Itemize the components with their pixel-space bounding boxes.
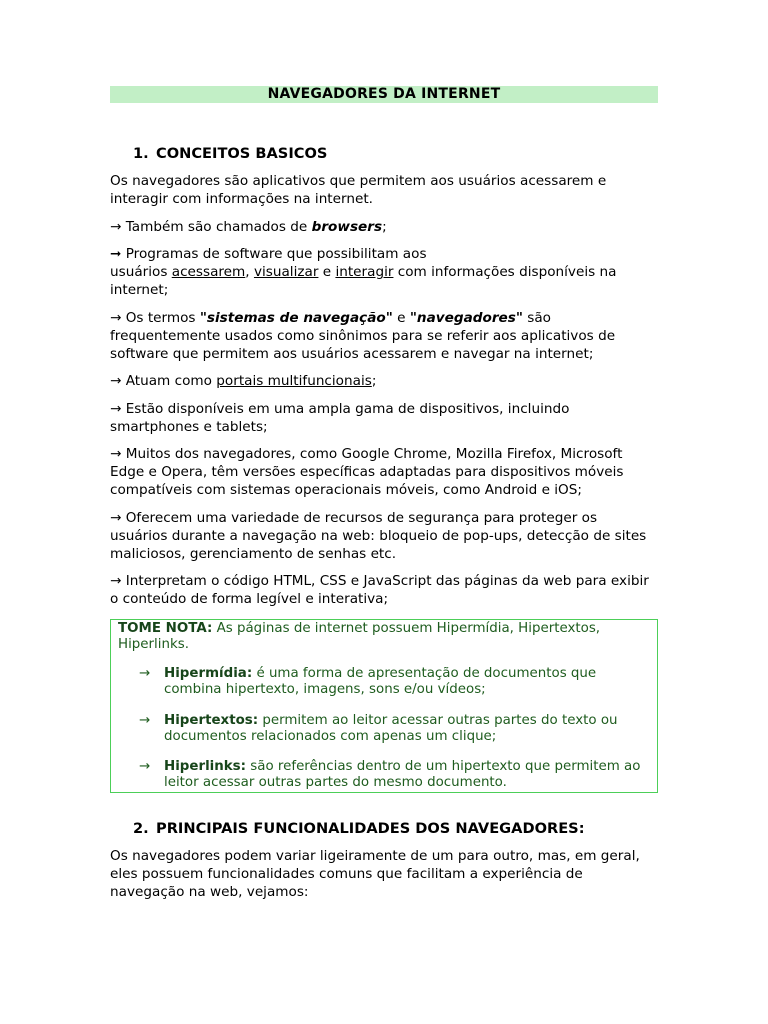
arrow-icon: → bbox=[139, 713, 151, 728]
arrow-icon: → bbox=[110, 373, 122, 389]
section-2-heading bbox=[133, 820, 585, 838]
mobile-paragraph: → Muitos dos navegadores, como Google Chrome, Mozilla Firefox, Microsoft Edge e Opera, têm versões específicas adaptadas para dispositivos móveis compatíveis com sistemas operacionais móveis, como Android e iOS; bbox=[110, 446, 624, 498]
note-desc: é uma forma de apresentação de documentos que combina hipertexto, imagens, sons e/ou vídeos; bbox=[164, 666, 597, 697]
section-number: 1. bbox=[133, 145, 149, 162]
section-1-heading bbox=[133, 145, 327, 163]
text: são frequentemente usados como sinônimos para se referir aos aplicativos de software que permitem aos usuários acessarem e navegar na internet; bbox=[110, 310, 616, 362]
software-paragraph bbox=[110, 245, 658, 299]
text: Programas de software que possibilitam aos bbox=[121, 246, 427, 262]
note-text: As páginas de internet possuem Hipermídia, Hipertextos, Hiperlinks. bbox=[118, 621, 601, 652]
text: Também são chamados de bbox=[121, 219, 312, 235]
underlined-term-interagir: interagir bbox=[335, 264, 394, 280]
text: ; bbox=[382, 219, 387, 235]
arrow-icon: → bbox=[139, 666, 151, 681]
text: ; bbox=[371, 373, 377, 389]
final-paragraph: Os navegadores podem variar ligeiramente de um para outro, mas, em geral, eles possuem funcionalidades comuns que facilitam a experiência de navegação na web, vejamos: bbox=[110, 848, 640, 900]
browsers-paragraph bbox=[110, 218, 658, 236]
underlined-term-acessarem: acessarem bbox=[171, 264, 246, 280]
text: com informações disponíveis na internet; bbox=[110, 264, 617, 298]
section-title: PRINCIPAIS FUNCIONALIDADES DOS NAVEGADORES: bbox=[156, 820, 585, 837]
intro-paragraph: Os navegadores são aplicativos que permitem aos usuários acessarem e interagir com informações na internet. bbox=[110, 173, 607, 207]
note-term: Hipermídia: bbox=[164, 666, 253, 681]
arrow-icon: → bbox=[110, 310, 122, 326]
text: e bbox=[392, 310, 410, 326]
note-label: TOME NOTA: bbox=[118, 621, 213, 636]
arrow-icon: → bbox=[110, 219, 122, 235]
emphasis-term: "sistemas de navegação" bbox=[199, 310, 393, 326]
underlined-term-visualizar: visualizar bbox=[253, 264, 319, 280]
html-paragraph: → Interpretam o código HTML, CSS e JavaScript das páginas da web para exibir o conteúdo de forma legível e interativa; bbox=[110, 573, 649, 607]
note-box bbox=[110, 619, 658, 793]
security-paragraph: → Oferecem uma variedade de recursos de segurança para proteger os usuários durante a navegação na web: bloqueio de pop-ups, detecção de sites maliciosos, gerenciamento de senhas etc. bbox=[110, 510, 647, 562]
note-term: Hipertextos: bbox=[164, 713, 259, 728]
terms-paragraph bbox=[110, 309, 658, 363]
text: Os termos bbox=[121, 310, 200, 326]
emphasis-term: "navegadores" bbox=[409, 310, 523, 326]
underlined-term-portais: portais multifuncionais bbox=[216, 373, 372, 389]
section-number: 2. bbox=[133, 820, 149, 837]
note-desc: permitem ao leitor acessar outras partes do texto ou documentos relacionados com apenas um clique; bbox=[164, 713, 618, 744]
text: usuários bbox=[110, 264, 172, 280]
document-title: NAVEGADORES DA INTERNET bbox=[110, 86, 658, 103]
arrow-icon: ➞ bbox=[110, 246, 122, 262]
note-header bbox=[118, 621, 648, 653]
text: e bbox=[318, 264, 336, 280]
portals-paragraph bbox=[110, 372, 658, 390]
note-term: Hiperlinks: bbox=[164, 759, 247, 774]
arrow-icon: → bbox=[139, 759, 151, 774]
note-desc: são referências dentro de um hipertexto que permitem ao leitor acessar outras partes do mesmo documento. bbox=[164, 759, 641, 790]
devices-paragraph: → Estão disponíveis em uma ampla gama de dispositivos, incluindo smartphones e tablets; bbox=[110, 401, 570, 435]
emphasis-term: browsers bbox=[311, 219, 383, 235]
text: Atuam como bbox=[121, 373, 217, 389]
section-title: CONCEITOS BASICOS bbox=[156, 145, 328, 162]
text: , bbox=[245, 264, 254, 280]
